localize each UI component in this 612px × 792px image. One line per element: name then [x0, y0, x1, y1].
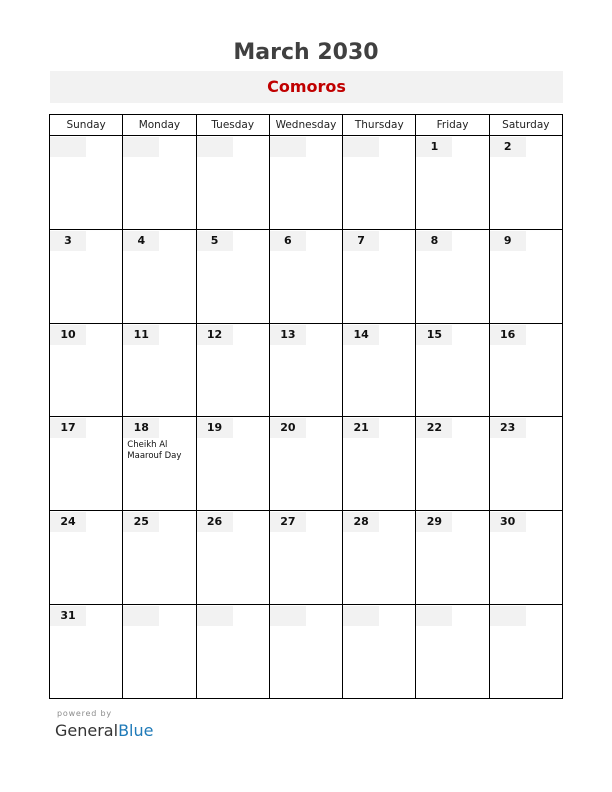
day-number: 6: [270, 231, 306, 251]
day-cell: [50, 511, 123, 605]
day-cell: [269, 605, 342, 699]
day-number: 7: [343, 231, 379, 251]
week-row: [50, 605, 563, 699]
holiday-label: Cheikh Al Maarouf Day: [127, 440, 182, 462]
day-cell: [489, 136, 562, 230]
day-number: 31: [50, 606, 86, 626]
day-cell: [123, 511, 196, 605]
day-cell: [50, 136, 123, 230]
day-number: 1: [416, 137, 452, 157]
day-number: 25: [123, 512, 159, 532]
day-cell: [196, 605, 269, 699]
calendar-grid: [49, 114, 563, 699]
day-cell: [196, 229, 269, 323]
day-number: 19: [197, 418, 233, 438]
country-name: Comoros: [267, 77, 346, 96]
day-cell: [416, 605, 489, 699]
week-row: [50, 229, 563, 323]
day-cell: [343, 229, 416, 323]
brand-general-text: General: [55, 721, 119, 740]
day-number: 23: [490, 418, 526, 438]
day-number: 28: [343, 512, 379, 532]
day-cell: [416, 417, 489, 511]
day-number: 16: [490, 325, 526, 345]
day-number: 17: [50, 418, 86, 438]
day-cell: [50, 229, 123, 323]
weekday-header: Monday: [123, 115, 196, 136]
day-cell: [343, 511, 416, 605]
day-number: 18: [123, 418, 159, 438]
week-row: [50, 417, 563, 511]
day-number: [197, 137, 233, 157]
day-cell: [416, 511, 489, 605]
day-number: 5: [197, 231, 233, 251]
day-number: 12: [197, 325, 233, 345]
weekday-header: Thursday: [343, 115, 416, 136]
day-cell: [489, 511, 562, 605]
powered-by-label: powered by: [57, 709, 112, 718]
brand-blue-text: Blue: [118, 721, 154, 740]
day-number: 22: [416, 418, 452, 438]
brand-logo: [55, 721, 153, 740]
day-number: [270, 137, 306, 157]
day-cell: [123, 229, 196, 323]
day-cell: [196, 511, 269, 605]
day-number: 11: [123, 325, 159, 345]
weekday-header: Wednesday: [269, 115, 342, 136]
day-number: 2: [490, 137, 526, 157]
day-number: 20: [270, 418, 306, 438]
day-cell: [489, 605, 562, 699]
day-cell: [50, 605, 123, 699]
day-number: 9: [490, 231, 526, 251]
day-cell: [343, 136, 416, 230]
day-number: 3: [50, 231, 86, 251]
day-cell: [50, 417, 123, 511]
day-number: 8: [416, 231, 452, 251]
day-number: [123, 137, 159, 157]
day-number: [50, 137, 86, 157]
day-cell: [123, 136, 196, 230]
weekday-header-row: [50, 115, 563, 136]
day-cell: [269, 229, 342, 323]
weekday-header: Tuesday: [196, 115, 269, 136]
week-row: [50, 323, 563, 417]
day-number: [490, 606, 526, 626]
day-number: [416, 606, 452, 626]
day-cell: [269, 136, 342, 230]
day-cell: [123, 417, 196, 511]
day-cell: [269, 511, 342, 605]
day-cell: [489, 229, 562, 323]
weekday-header: Friday: [416, 115, 489, 136]
day-cell: [196, 417, 269, 511]
day-number: 10: [50, 325, 86, 345]
weekday-header: Saturday: [489, 115, 562, 136]
week-row: [50, 511, 563, 605]
day-cell: [269, 323, 342, 417]
day-number: [343, 137, 379, 157]
day-number: 29: [416, 512, 452, 532]
day-number: [197, 606, 233, 626]
day-cell: [343, 605, 416, 699]
week-row: [50, 136, 563, 230]
day-number: 14: [343, 325, 379, 345]
day-number: 30: [490, 512, 526, 532]
day-cell: [269, 417, 342, 511]
day-number: [343, 606, 379, 626]
day-cell: [123, 605, 196, 699]
day-cell: [416, 136, 489, 230]
calendar-title: March 2030: [233, 40, 379, 65]
day-cell: [343, 417, 416, 511]
day-cell: [196, 323, 269, 417]
day-cell: [489, 417, 562, 511]
day-cell: [416, 229, 489, 323]
day-number: 27: [270, 512, 306, 532]
day-cell: [489, 323, 562, 417]
country-band: [50, 71, 563, 103]
day-cell: [50, 323, 123, 417]
day-cell: [343, 323, 416, 417]
day-number: [270, 606, 306, 626]
day-number: 26: [197, 512, 233, 532]
day-number: 24: [50, 512, 86, 532]
weekday-header: Sunday: [50, 115, 123, 136]
day-number: 4: [123, 231, 159, 251]
day-cell: [416, 323, 489, 417]
day-number: 21: [343, 418, 379, 438]
day-number: [123, 606, 159, 626]
day-number: 15: [416, 325, 452, 345]
day-cell: [123, 323, 196, 417]
day-cell: [196, 136, 269, 230]
day-number: 13: [270, 325, 306, 345]
